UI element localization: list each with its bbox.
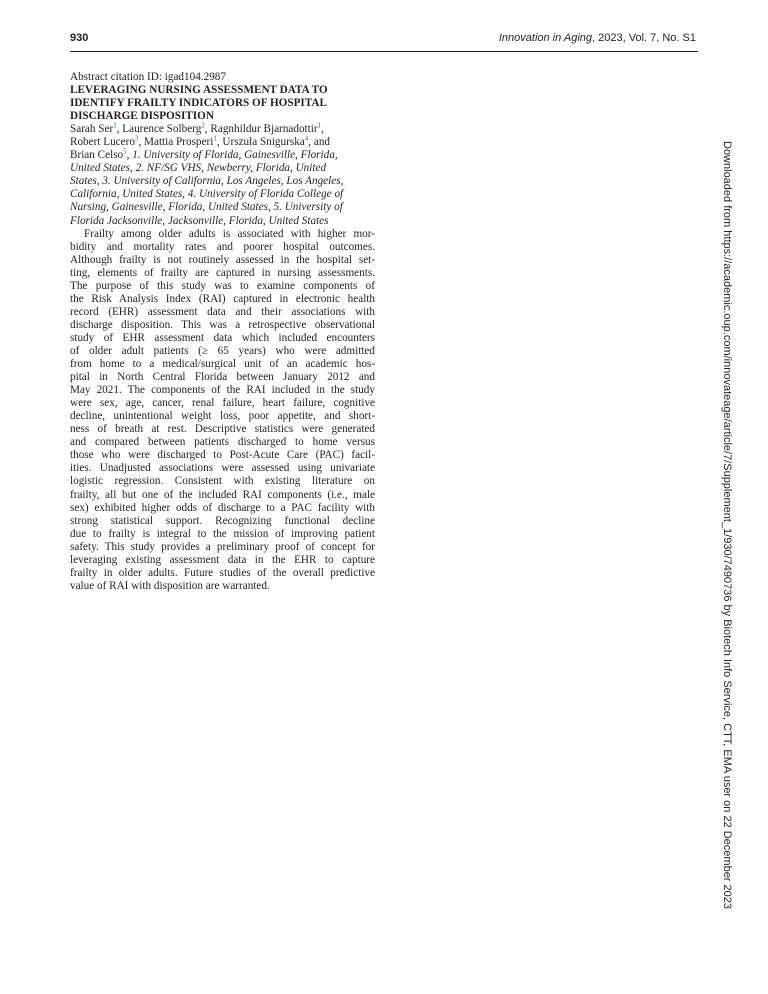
affiliation-line: California, United States, 4. University of Florida College of [70, 188, 344, 201]
abstract-body-line: value of RAI with disposition are warranted. [70, 579, 270, 592]
abstract-body-line: safety. This study provides a preliminary proof of concept for [70, 540, 375, 553]
abstract-body-line: pital in North Central Florida between January 2012 and [70, 371, 375, 384]
abstract-body-line: those who were discharged to Post-Acute Care (PAC) facil- [70, 449, 375, 462]
author-line: Brian Celso$^5$, 1. University of Florida, Gainesville, Florida, [70, 147, 338, 162]
abstract-body-line: record (EHR) assessment data and their associations with [70, 305, 375, 318]
abstract-body-line: strong statistical support. Recognizing functional decline [70, 514, 375, 527]
author-affiliation-marker: 1 [213, 134, 217, 143]
abstract-body-line: frailty in older adults. Future studies of the overall predictive [70, 566, 375, 579]
abstract-title-line: DISCHARGE DISPOSITION [70, 110, 214, 123]
author-affiliation-marker: 2 [201, 121, 205, 130]
abstract-body-line: ities. Unadjusted associations were assessed using univariate [70, 462, 375, 475]
download-watermark: Downloaded from https://academic.oup.com/innovateage/article/7/Supplement_1/930/7490736 by Biotech Info Service, CTT, EMA user on 22 December 2023 [721, 141, 733, 910]
abstract-body-line: discharge disposition. This was a retrospective observational [70, 318, 375, 331]
affiliation-line: United States, 2. NF/SG VHS, Newberry, Florida, United [70, 162, 327, 175]
author-name: Robert Lucero [70, 136, 135, 149]
abstract-body-line: The purpose of this study was to examine components of [70, 279, 375, 292]
abstract-body-line: and compared between patients discharged to home versus [70, 436, 375, 449]
abstract-body-line: of older adult patients (≥ 65 years) who were admitted [70, 344, 375, 357]
affiliation-line: States, 3. University of California, Los Angeles, Los Angeles, [70, 175, 344, 188]
abstract-body-line: from home to a medical/surgical unit of an academic hos- [70, 358, 375, 371]
abstract-body-line: bidity and mortality rates and poorer hospital outcomes. [70, 240, 375, 253]
abstract-body [70, 228, 375, 593]
abstract-body-line: ness of breath at rest. Descriptive statistics were generated [70, 423, 375, 436]
abstract-body-line: the Risk Analysis Index (RAI) captured in electronic health [70, 292, 375, 305]
abstract-title-line: IDENTIFY FRAILTY INDICATORS OF HOSPITAL [70, 97, 327, 110]
abstract [70, 71, 375, 593]
abstract-citation-id: Abstract citation ID: igad104.2987 [70, 71, 226, 83]
abstract-body-line: Although frailty is not routinely assessed in the hospital set- [70, 253, 375, 266]
author-line: Robert Lucero$^3$, Mattia Prosperi$^1$, Urszula Snigurska$^4$, and [70, 134, 331, 149]
header-rule [70, 51, 698, 52]
author-line: Sarah Ser$^1$, Laurence Solberg$^2$, Ragnhildur Bjarnadottir$^1$, [70, 121, 324, 136]
author-list [70, 123, 375, 227]
abstract-title [70, 84, 375, 123]
author-affiliation-marker: 5 [123, 147, 127, 156]
author-name: Sarah Ser [70, 123, 114, 136]
author-name: Brian Celso [70, 149, 124, 162]
author-name: Mattia Prosperi [144, 136, 214, 149]
author-name: Laurence Solberg [122, 123, 202, 136]
author-name: Urszula Snigurska [222, 136, 305, 149]
abstract-body-line: study of EHR assessment data which included encounters [70, 331, 375, 344]
journal-citation-line [499, 32, 696, 44]
affiliation-line: Florida Jacksonville, Jacksonville, Florida, United States [70, 214, 329, 227]
page-number: 930 [70, 32, 89, 44]
journal-details: , 2023, Vol. 7, No. S1 [592, 32, 696, 44]
affiliation-line: Nursing, Gainesville, Florida, United States, 5. University of [70, 201, 343, 214]
abstract-title-line: LEVERAGING NURSING ASSESSMENT DATA TO [70, 84, 328, 97]
abstract-body-line: were sex, age, cancer, renal failure, heart failure, cognitive [70, 397, 375, 410]
abstract-body-line: logistic regression. Consistent with existing literature on [70, 475, 375, 488]
affiliation-line: 1. University of Florida, Gainesville, Florida, [132, 149, 338, 162]
abstract-body-line: ting, elements of frailty are captured in nursing assessments. [70, 266, 375, 279]
author-affiliation-marker: 3 [134, 134, 139, 143]
abstract-body-line: sex) exhibited higher odds of discharge to a PAC facility with [70, 501, 375, 514]
abstract-body-line: leveraging existing assessment data in the EHR to capture [70, 553, 375, 566]
abstract-body-line: May 2021. The components of the RAI included in the study [70, 384, 375, 397]
author-affiliation-marker: 1 [113, 121, 117, 130]
abstract-body-line: decline, unintentional weight loss, poor appetite, and short- [70, 410, 375, 423]
author-name: Ragnhildur Bjarnadottir [210, 123, 318, 136]
abstract-body-line: due to frailty is integral to the mission of improving patient [70, 527, 375, 540]
author-affiliation-marker: 4 [304, 134, 309, 143]
abstract-body-line: Frailty among older adults is associated with higher mor- [84, 227, 375, 240]
author-affiliation-marker: 1 [317, 121, 322, 130]
abstract-body-line: frailty, all but one of the included RAI components (i.e., male [70, 488, 375, 501]
journal-name: Innovation in Aging [498, 32, 593, 44]
